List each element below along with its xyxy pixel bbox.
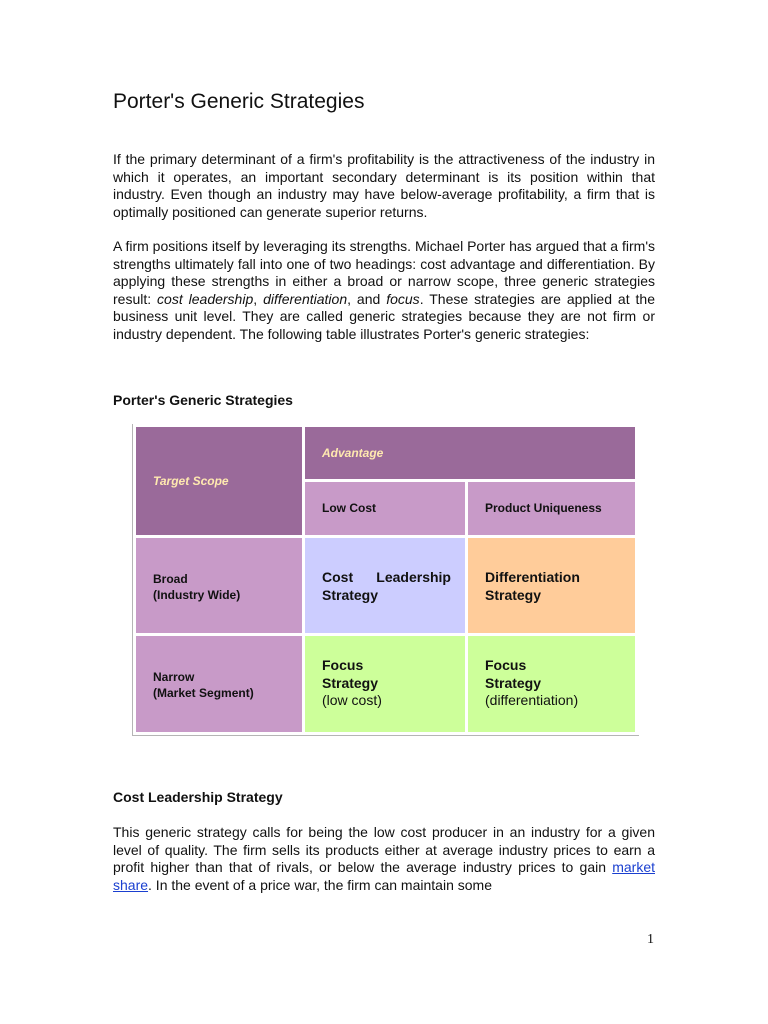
broad-label: Broad	[153, 572, 188, 586]
table-heading: Porter's Generic Strategies	[113, 392, 293, 408]
emphasis-cost-leadership: cost leadership	[157, 290, 254, 307]
product-uniqueness-label: Product Uniqueness	[485, 501, 602, 515]
differentiation-cell	[467, 537, 636, 634]
cost-leadership-heading: Cost Leadership Strategy	[113, 789, 283, 805]
focus-line: Focus	[485, 657, 527, 673]
paragraph-text: . These strategies are applied at the business unit level. They are called generic strategies because they are not firm or industry dependent. The following table illustrates Porter's generic strategies:	[113, 290, 655, 342]
differentiation-line: Differentiation	[485, 569, 580, 585]
cost-leadership-label	[322, 568, 451, 604]
focus-line: Focus	[322, 657, 364, 673]
strategy-line: Strategy	[322, 675, 379, 691]
page-number: 1	[647, 932, 654, 947]
paragraph-text: This generic strategy calls for being the low cost producer in an industry for a given level of quality. The firm sells its products either at average industry prices to earn a profit higher than that of rivals, or below the average industry prices to gain	[113, 824, 655, 875]
market-segment-label: (Market Segment)	[153, 686, 254, 700]
low-cost-label: Low Cost	[322, 501, 376, 515]
focus-low-cost-label	[322, 656, 382, 709]
industry-wide-label: (Industry Wide)	[153, 588, 241, 602]
market-share-link[interactable]: market share	[113, 859, 655, 893]
narrow-scope-row-header	[135, 635, 303, 733]
strengths-paragraph	[113, 238, 655, 343]
target-scope-label: Target Scope	[153, 474, 229, 488]
page-title: Porter's Generic Strategies	[113, 90, 365, 113]
low-cost-note: (low cost)	[322, 692, 382, 708]
broad-scope-row-header	[135, 537, 303, 634]
strategy-line: Strategy	[485, 587, 542, 603]
focus-differentiation-label	[485, 656, 578, 709]
paragraph-text: , and	[347, 290, 387, 307]
narrow-label: Narrow	[153, 670, 195, 684]
paragraph-text: A firm positions itself by leveraging its strengths. Michael Porter has argued that a firm's strengths ultimately fall into one of two headings: cost advantage and differentiation. By applying these strengths in either a broad or narrow scope, three generic strategies result:	[113, 238, 655, 307]
generic-strategies-matrix	[132, 424, 639, 736]
emphasis-focus: focus	[386, 290, 420, 307]
product-uniqueness-header	[467, 481, 636, 536]
cost-leadership-line: Cost Leadership	[322, 569, 451, 585]
strategy-line: Strategy	[485, 675, 542, 691]
paragraph-text: ,	[253, 290, 264, 307]
low-cost-header	[304, 481, 466, 536]
cost-leadership-cell	[304, 537, 466, 634]
strategy-line: Strategy	[322, 587, 379, 603]
advantage-label: Advantage	[322, 446, 384, 460]
narrow-scope-label	[153, 669, 254, 701]
broad-scope-label	[153, 571, 240, 603]
differentiation-note: (differentiation)	[485, 692, 579, 708]
cost-leadership-paragraph	[113, 824, 655, 894]
advantage-header	[304, 426, 636, 480]
target-scope-header	[135, 426, 303, 536]
emphasis-differentiation: differentiation	[263, 290, 348, 307]
differentiation-label	[485, 568, 580, 604]
focus-differentiation-cell	[467, 635, 636, 733]
focus-low-cost-cell	[304, 635, 466, 733]
intro-paragraph: If the primary determinant of a firm's profitability is the attractiveness of the industry in which it operates, an important secondary determinant is its position within that industry. Even though an industry may have below-average profitability, a firm that is optimally positioned can generate superior returns.	[113, 151, 655, 220]
paragraph-text: . In the event of a price war, the firm can maintain some	[148, 876, 492, 893]
